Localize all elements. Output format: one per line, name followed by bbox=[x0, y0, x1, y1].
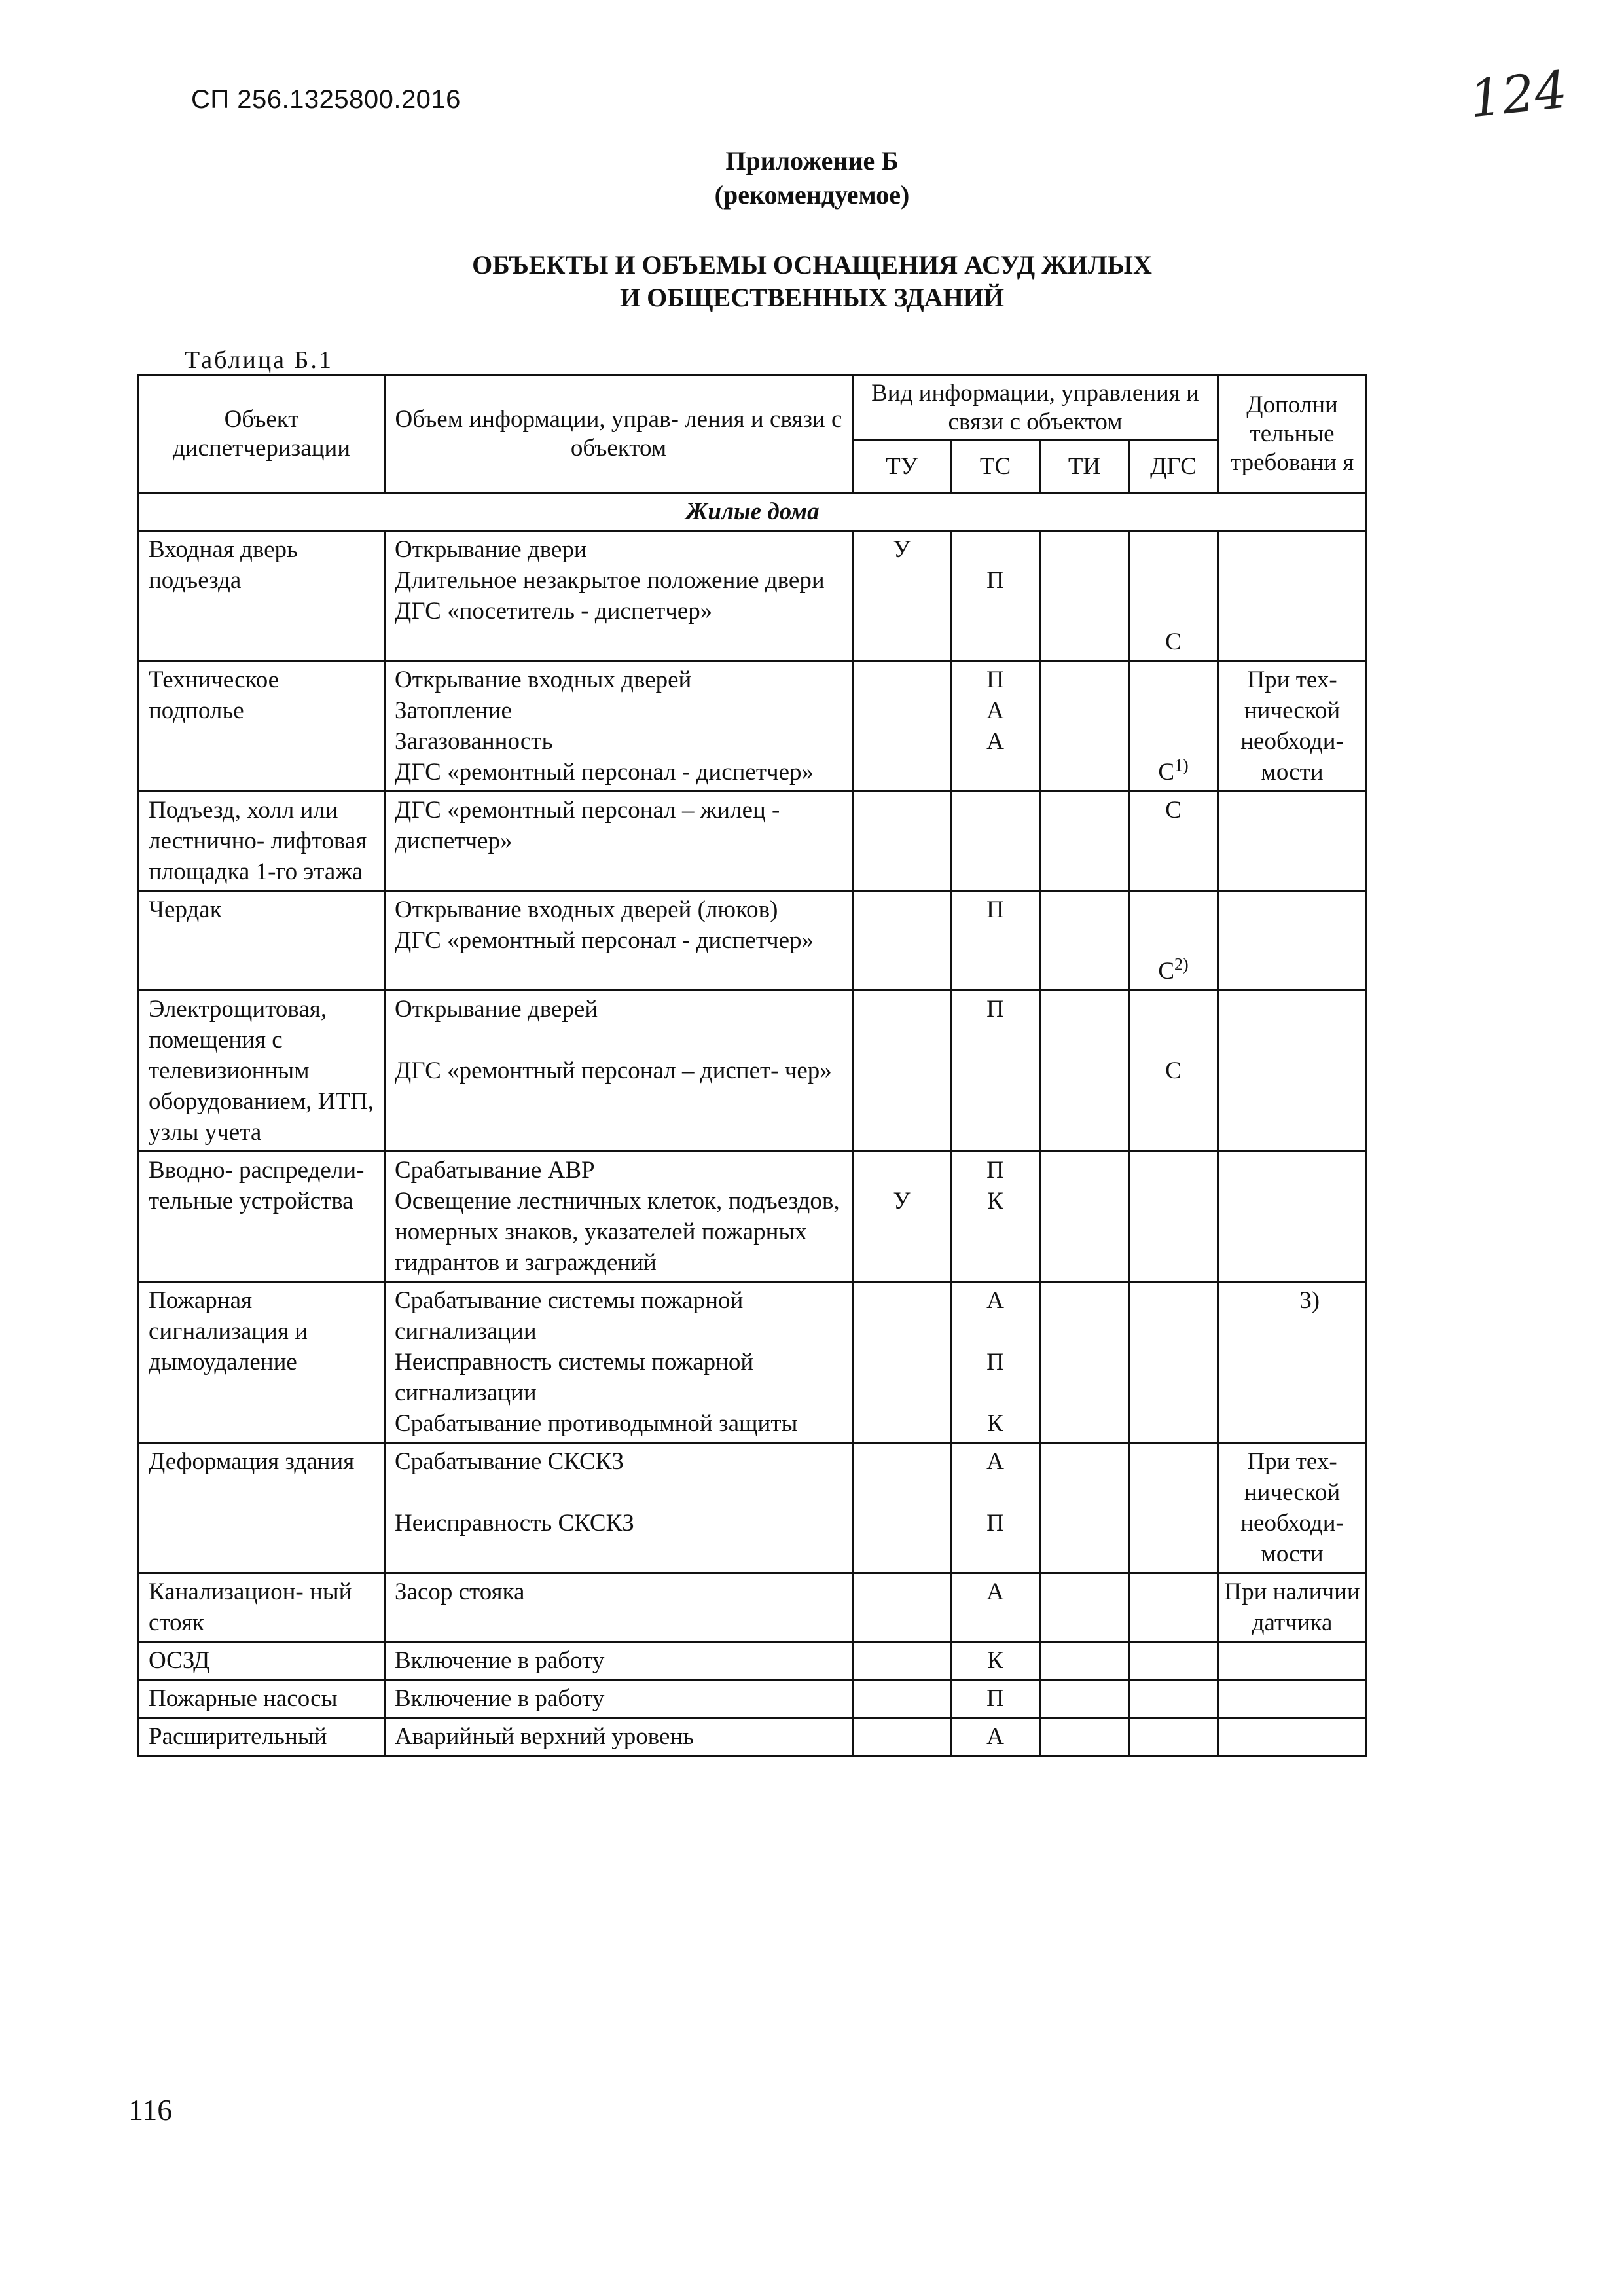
ts-mark: А bbox=[986, 1448, 1004, 1475]
ts-mark: К bbox=[987, 1188, 1003, 1214]
dgs-cell bbox=[1129, 531, 1218, 661]
title-line-1: ОБЪЕКТЫ И ОБЪЕМЫ ОСНАЩЕНИЯ АСУД ЖИЛЫХ bbox=[472, 250, 1152, 280]
dgs-mark bbox=[1132, 596, 1214, 627]
scope-cell bbox=[385, 1680, 853, 1718]
scope-cell bbox=[385, 1282, 853, 1443]
appendix-title: Приложение Б bbox=[725, 146, 899, 175]
scope-item: Включение в работу bbox=[395, 1685, 605, 1712]
tu-mark bbox=[856, 1347, 947, 1377]
header-tu: ТУ bbox=[853, 441, 951, 493]
scope-cell bbox=[385, 1642, 853, 1680]
ts-mark bbox=[954, 757, 1036, 788]
scope-item: Освещение лестничных клеток, подъездов, номерных знаков, указателей пожарных гидрантов и заграждений bbox=[395, 1188, 840, 1276]
tu-mark bbox=[856, 565, 947, 596]
tu-cell bbox=[853, 1152, 951, 1282]
dgs-mark: С bbox=[1165, 797, 1182, 824]
extra-cell bbox=[1218, 531, 1367, 661]
dgs-mark-wrap bbox=[1132, 757, 1214, 788]
dgs-mark bbox=[1132, 1155, 1214, 1186]
ti-mark bbox=[1043, 665, 1125, 695]
tu-cell bbox=[853, 1680, 951, 1718]
scope-cell bbox=[385, 792, 853, 891]
ti-mark bbox=[1043, 596, 1125, 627]
document-title bbox=[0, 249, 1624, 314]
title-line-2: И ОБЩЕСТВЕННЫХ ЗДАНИЙ bbox=[619, 283, 1004, 312]
handwritten-page-number: 124 bbox=[1466, 60, 1570, 130]
dgs-mark bbox=[1132, 534, 1214, 565]
appendix-heading bbox=[0, 144, 1624, 212]
object-cell: Пожарные насосы bbox=[139, 1680, 385, 1718]
tu-mark bbox=[856, 695, 947, 726]
dgs-mark bbox=[1132, 1721, 1214, 1752]
ti-mark bbox=[1043, 726, 1125, 757]
ts-mark bbox=[954, 1055, 1036, 1086]
header-dgs: ДГС bbox=[1129, 441, 1218, 493]
ti-mark bbox=[1043, 1408, 1125, 1439]
document-code: СП 256.1325800.2016 bbox=[191, 85, 461, 114]
ti-cell bbox=[1040, 991, 1129, 1152]
dgs-mark bbox=[1132, 1347, 1214, 1377]
page-number: 116 bbox=[128, 2093, 173, 2126]
scope-item: Срабатывание противодымной защиты bbox=[395, 1410, 798, 1437]
ts-mark: А bbox=[986, 697, 1004, 724]
object-cell: Входная дверь подъезда bbox=[139, 531, 385, 661]
tu-mark bbox=[856, 894, 947, 925]
tu-mark bbox=[856, 1645, 947, 1676]
ts-mark bbox=[954, 1316, 1036, 1347]
dgs-mark bbox=[1132, 1508, 1214, 1539]
ti-cell bbox=[1040, 1573, 1129, 1642]
ts-mark: К bbox=[987, 1647, 1003, 1674]
tu-mark bbox=[856, 1721, 947, 1752]
scope-item: ДГС «ремонтный персонал - диспетчер» bbox=[395, 927, 814, 954]
tu-mark bbox=[856, 1316, 947, 1347]
ts-mark bbox=[954, 956, 1036, 987]
scope-item: Открывание входных дверей bbox=[395, 666, 692, 693]
ts-mark: П bbox=[986, 666, 1004, 693]
scope-cell bbox=[385, 1718, 853, 1756]
tu-mark bbox=[856, 795, 947, 826]
ts-mark bbox=[954, 627, 1036, 657]
ts-cell bbox=[951, 1443, 1040, 1573]
extra-cell: 3) bbox=[1218, 1282, 1367, 1443]
section-label: Жилые дома bbox=[139, 493, 1367, 531]
table-row bbox=[139, 1152, 1367, 1282]
object-cell: Техническое подполье bbox=[139, 661, 385, 792]
dgs-cell bbox=[1129, 991, 1218, 1152]
scope-cell bbox=[385, 1443, 853, 1573]
dgs-mark bbox=[1132, 1377, 1214, 1408]
dgs-mark bbox=[1132, 695, 1214, 726]
tu-mark bbox=[856, 1508, 947, 1539]
dgs-mark bbox=[1132, 925, 1214, 956]
object-cell: Канализацион- ный стояк bbox=[139, 1573, 385, 1642]
tu-mark: У bbox=[893, 536, 911, 563]
dgs-mark bbox=[1132, 565, 1214, 596]
ti-mark bbox=[1043, 695, 1125, 726]
ts-mark: А bbox=[986, 728, 1004, 755]
scope-item: Срабатывание АВР bbox=[395, 1157, 595, 1184]
ts-cell bbox=[951, 1680, 1040, 1718]
tu-cell bbox=[853, 1443, 951, 1573]
tu-cell bbox=[853, 1282, 951, 1443]
scope-cell bbox=[385, 1152, 853, 1282]
tu-cell bbox=[853, 891, 951, 991]
ti-mark bbox=[1043, 1347, 1125, 1377]
ts-mark: А bbox=[986, 1723, 1004, 1750]
tu-mark bbox=[856, 1683, 947, 1714]
ti-mark bbox=[1043, 565, 1125, 596]
tu-mark bbox=[856, 1377, 947, 1408]
table-row bbox=[139, 1680, 1367, 1718]
ts-mark: П bbox=[986, 1157, 1004, 1184]
ti-cell bbox=[1040, 661, 1129, 792]
ti-mark bbox=[1043, 1508, 1125, 1539]
scope-item: Аварийный верхний уровень bbox=[395, 1723, 695, 1750]
dgs-mark bbox=[1132, 665, 1214, 695]
ti-mark bbox=[1043, 757, 1125, 788]
ti-mark bbox=[1043, 1055, 1125, 1086]
ti-cell bbox=[1040, 792, 1129, 891]
ti-mark bbox=[1043, 1446, 1125, 1477]
ts-mark: К bbox=[987, 1410, 1003, 1437]
object-cell: Пожарная сигнализация и дымоудаление bbox=[139, 1282, 385, 1443]
tu-mark bbox=[856, 665, 947, 695]
extra-cell bbox=[1218, 891, 1367, 991]
object-cell: Подъезд, холл или лестнично- лифтовая площадка 1-го этажа bbox=[139, 792, 385, 891]
ti-cell bbox=[1040, 1443, 1129, 1573]
ti-mark bbox=[1043, 1316, 1125, 1347]
tu-mark bbox=[856, 757, 947, 788]
scope-item: Открывание дверей bbox=[395, 996, 598, 1023]
ti-cell bbox=[1040, 1718, 1129, 1756]
dgs-mark bbox=[1132, 1025, 1214, 1055]
extra-cell bbox=[1218, 1718, 1367, 1756]
scope-item: Включение в работу bbox=[395, 1647, 605, 1674]
scope-item bbox=[395, 1025, 842, 1055]
ti-mark bbox=[1043, 956, 1125, 987]
ti-mark bbox=[1043, 1477, 1125, 1508]
tu-mark bbox=[856, 1446, 947, 1477]
tu-mark bbox=[856, 1408, 947, 1439]
header-extra: Дополни тельные требовани я bbox=[1218, 376, 1367, 493]
tu-mark bbox=[856, 925, 947, 956]
ts-mark: П bbox=[986, 1685, 1004, 1712]
extra-cell: При наличии датчика bbox=[1218, 1573, 1367, 1642]
extra-cell: При тех- нической необходи- мости bbox=[1218, 661, 1367, 792]
table-body bbox=[139, 493, 1367, 1756]
ts-mark bbox=[954, 1377, 1036, 1408]
extra-cell bbox=[1218, 792, 1367, 891]
scope-item: Срабатывание СКСКЗ bbox=[395, 1448, 624, 1475]
extra-cell bbox=[1218, 1152, 1367, 1282]
dgs-cell bbox=[1129, 1718, 1218, 1756]
tu-mark bbox=[856, 1155, 947, 1186]
table-row bbox=[139, 531, 1367, 661]
ti-mark bbox=[1043, 1186, 1125, 1216]
dgs-mark bbox=[1132, 1285, 1214, 1316]
scope-item: Засор стояка bbox=[395, 1578, 525, 1605]
header-ts: ТС bbox=[951, 441, 1040, 493]
table-row bbox=[139, 1443, 1367, 1573]
equipment-table bbox=[137, 374, 1367, 1757]
scope-cell bbox=[385, 1573, 853, 1642]
object-cell: Электрощитовая, помещения с телевизионным оборудованием, ИТП, узлы учета bbox=[139, 991, 385, 1152]
ti-mark bbox=[1043, 894, 1125, 925]
ts-cell bbox=[951, 661, 1040, 792]
dgs-mark bbox=[1132, 726, 1214, 757]
ts-cell bbox=[951, 1573, 1040, 1642]
dgs-footnote-ref: 2) bbox=[1174, 955, 1189, 974]
tu-mark bbox=[856, 1025, 947, 1055]
dgs-cell bbox=[1129, 1443, 1218, 1573]
ts-cell bbox=[951, 531, 1040, 661]
ti-mark bbox=[1043, 1155, 1125, 1186]
ts-mark bbox=[954, 795, 1036, 826]
dgs-mark bbox=[1132, 1316, 1214, 1347]
ti-cell bbox=[1040, 1282, 1129, 1443]
object-cell: Деформация здания bbox=[139, 1443, 385, 1573]
ts-mark: П bbox=[986, 1510, 1004, 1537]
scope-item: ДГС «посетитель - диспетчер» bbox=[395, 598, 713, 625]
ti-mark bbox=[1043, 1025, 1125, 1055]
tu-cell bbox=[853, 1642, 951, 1680]
dgs-cell bbox=[1129, 661, 1218, 792]
ts-mark bbox=[954, 534, 1036, 565]
object-cell: Вводно- распредели- тельные устройства bbox=[139, 1152, 385, 1282]
table-row bbox=[139, 661, 1367, 792]
section-row bbox=[139, 493, 1367, 531]
dgs-cell bbox=[1129, 792, 1218, 891]
object-cell: Чердак bbox=[139, 891, 385, 991]
ti-mark bbox=[1043, 1645, 1125, 1676]
table-row bbox=[139, 792, 1367, 891]
tu-cell bbox=[853, 531, 951, 661]
dgs-mark: С bbox=[1165, 629, 1182, 655]
ts-mark bbox=[954, 925, 1036, 956]
tu-mark bbox=[856, 956, 947, 987]
header-ti: ТИ bbox=[1040, 441, 1129, 493]
dgs-mark: С bbox=[1158, 759, 1175, 786]
ti-mark bbox=[1043, 627, 1125, 657]
ts-cell bbox=[951, 991, 1040, 1152]
object-cell: Расширительный bbox=[139, 1718, 385, 1756]
ts-mark: П bbox=[986, 896, 1004, 923]
dgs-cell bbox=[1129, 891, 1218, 991]
ts-cell bbox=[951, 1718, 1040, 1756]
scope-cell bbox=[385, 891, 853, 991]
ti-mark bbox=[1043, 925, 1125, 956]
ti-mark bbox=[1043, 1576, 1125, 1607]
dgs-footnote-ref: 1) bbox=[1174, 756, 1189, 775]
tu-mark bbox=[856, 1055, 947, 1086]
header-object: Объект диспетчеризации bbox=[139, 376, 385, 493]
scope-item: ДГС «ремонтный персонал - диспетчер» bbox=[395, 759, 814, 786]
object-cell: ОСЗД bbox=[139, 1642, 385, 1680]
scope-item: Длительное незакрытое положение двери bbox=[395, 567, 825, 594]
ts-mark: П bbox=[986, 1349, 1004, 1376]
ts-cell bbox=[951, 891, 1040, 991]
tu-cell bbox=[853, 661, 951, 792]
tu-mark bbox=[856, 994, 947, 1025]
header-scope: Объем информации, управ- ления и связи с объектом bbox=[385, 376, 853, 493]
ti-mark bbox=[1043, 994, 1125, 1025]
tu-mark bbox=[856, 726, 947, 757]
ti-mark bbox=[1043, 1721, 1125, 1752]
ti-mark bbox=[1043, 1683, 1125, 1714]
ti-mark bbox=[1043, 534, 1125, 565]
dgs-cell bbox=[1129, 1152, 1218, 1282]
scope-item: Затопление bbox=[395, 697, 512, 724]
ts-cell bbox=[951, 1642, 1040, 1680]
tu-cell bbox=[853, 792, 951, 891]
table-caption: Таблица Б.1 bbox=[185, 346, 333, 374]
dgs-mark bbox=[1132, 1645, 1214, 1676]
dgs-mark bbox=[1132, 1477, 1214, 1508]
ti-cell bbox=[1040, 531, 1129, 661]
tu-mark bbox=[856, 1576, 947, 1607]
dgs-mark bbox=[1132, 1446, 1214, 1477]
ti-mark bbox=[1043, 1285, 1125, 1316]
scope-cell bbox=[385, 531, 853, 661]
ts-mark bbox=[954, 1477, 1036, 1508]
scope-item: Открывание двери bbox=[395, 536, 587, 563]
dgs-mark bbox=[1132, 994, 1214, 1025]
dgs-mark: С bbox=[1165, 1057, 1182, 1084]
ti-mark bbox=[1043, 1377, 1125, 1408]
dgs-cell bbox=[1129, 1680, 1218, 1718]
ti-cell bbox=[1040, 1680, 1129, 1718]
ti-mark bbox=[1043, 795, 1125, 826]
scope-item: Открывание входных дверей (люков) bbox=[395, 896, 778, 923]
scope-item bbox=[395, 1477, 842, 1508]
tu-mark bbox=[856, 1285, 947, 1316]
scope-item: Срабатывание системы пожарной сигнализации bbox=[395, 1287, 744, 1345]
ts-cell bbox=[951, 1282, 1040, 1443]
ts-cell bbox=[951, 1152, 1040, 1282]
table-row bbox=[139, 1282, 1367, 1443]
scope-item: Загазованность bbox=[395, 728, 553, 755]
table-row bbox=[139, 891, 1367, 991]
scope-item: ДГС «ремонтный персонал – жилец - диспетчер» bbox=[395, 797, 780, 854]
tu-cell bbox=[853, 991, 951, 1152]
dgs-cell bbox=[1129, 1282, 1218, 1443]
table-row bbox=[139, 1573, 1367, 1642]
scope-item: ДГС «ремонтный персонал – диспет- чер» bbox=[395, 1057, 832, 1084]
tu-mark bbox=[856, 596, 947, 627]
tu-cell bbox=[853, 1573, 951, 1642]
ti-cell bbox=[1040, 891, 1129, 991]
ts-mark bbox=[954, 1025, 1036, 1055]
ts-mark: А bbox=[986, 1578, 1004, 1605]
dgs-cell bbox=[1129, 1642, 1218, 1680]
extra-cell bbox=[1218, 1680, 1367, 1718]
dgs-mark bbox=[1132, 1408, 1214, 1439]
extra-cell bbox=[1218, 1642, 1367, 1680]
dgs-mark bbox=[1132, 1683, 1214, 1714]
dgs-mark bbox=[1132, 894, 1214, 925]
extra-cell: При тех- нической необходи- мости bbox=[1218, 1443, 1367, 1573]
dgs-mark-wrap bbox=[1132, 956, 1214, 987]
scope-cell bbox=[385, 661, 853, 792]
ti-cell bbox=[1040, 1152, 1129, 1282]
scope-cell bbox=[385, 991, 853, 1152]
tu-mark bbox=[856, 627, 947, 657]
table-row bbox=[139, 1718, 1367, 1756]
dgs-cell bbox=[1129, 1573, 1218, 1642]
ts-mark: А bbox=[986, 1287, 1004, 1314]
dgs-mark bbox=[1132, 1186, 1214, 1216]
extra-cell bbox=[1218, 991, 1367, 1152]
ts-mark bbox=[954, 596, 1036, 627]
dgs-mark bbox=[1132, 1576, 1214, 1607]
tu-mark bbox=[856, 1477, 947, 1508]
scope-item: Неисправность системы пожарной сигнализации bbox=[395, 1349, 754, 1406]
scope-item: Неисправность СКСКЗ bbox=[395, 1510, 634, 1537]
header-kind: Вид информации, управления и связи с объектом bbox=[853, 376, 1218, 441]
ts-mark: П bbox=[986, 567, 1004, 594]
tu-mark: У bbox=[893, 1188, 911, 1214]
tu-cell bbox=[853, 1718, 951, 1756]
dgs-mark: С bbox=[1158, 958, 1175, 985]
ti-cell bbox=[1040, 1642, 1129, 1680]
ts-mark: П bbox=[986, 996, 1004, 1023]
appendix-subtitle: (рекомендуемое) bbox=[714, 180, 910, 210]
ts-cell bbox=[951, 792, 1040, 891]
table-row bbox=[139, 991, 1367, 1152]
table-row bbox=[139, 1642, 1367, 1680]
